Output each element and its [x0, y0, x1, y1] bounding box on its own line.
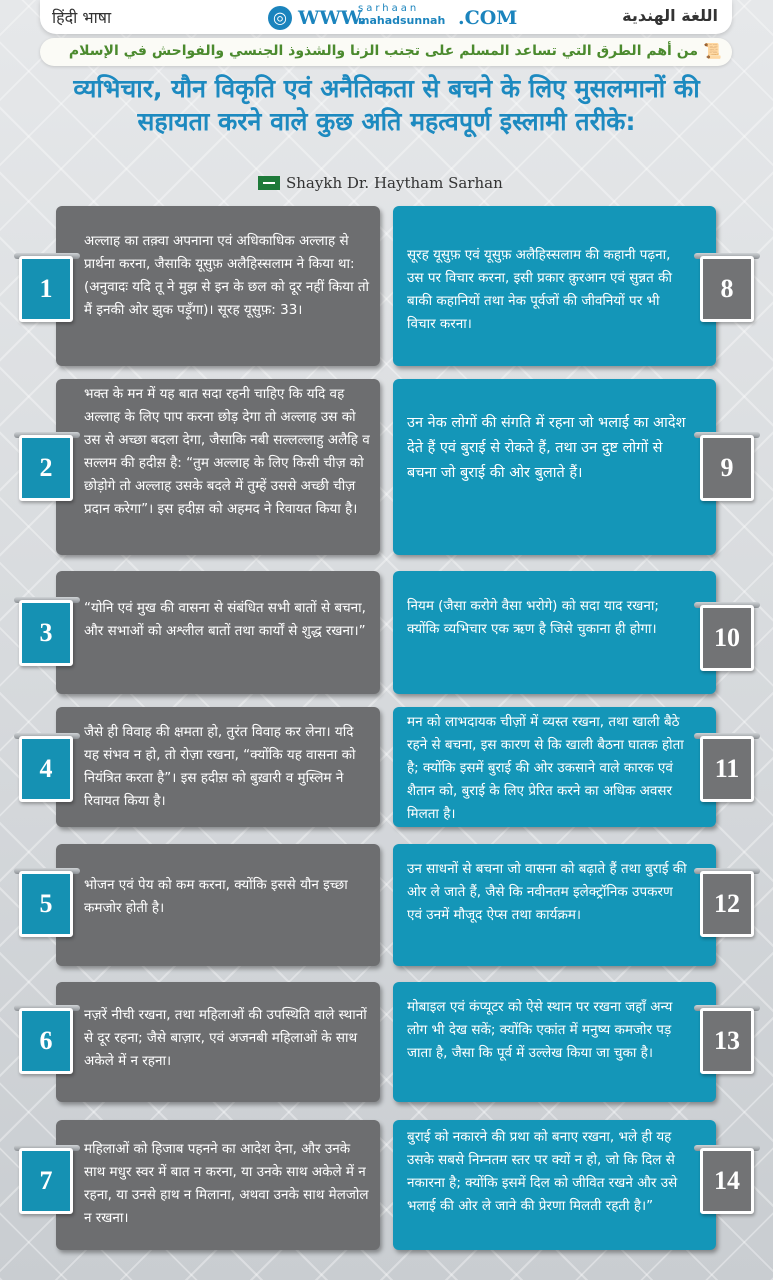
- list-item-10: [393, 571, 716, 694]
- list-item-5: [56, 844, 380, 966]
- item-text: बुराई को नकारने की प्रथा को बनाए रखना, भले ही यह उसके सबसे निम्नतम स्तर पर क्यों न हो, जो कि दिल से नकारना है; क्योंकि इसमें दिल को जीवित रखने और उसे भलाई की ओर ले जाने की प्रेरणा मिलती रहती है।”: [407, 1129, 678, 1214]
- website-logo[interactable]: [268, 4, 518, 32]
- item-text: भक्त के मन में यह बात सदा रहनी चाहिए कि यदि वह अल्लाह के लिए पाप करना छोड़ देगा तो अल्लाह उस को उस से अच्छा बदला देगा, जैसाकि नबी सल्लल्लाहु अलैहि व सल्लम की हदीस़ है: “तुम अल्लाह के लिए किसी चीज़ को छोड़ोगे तो अल्लाह उसके बदले में तुम्हें उससे अच्छी चीज़ प्रदान करेगा”। इस हदीस़ को अहमद ने रिवायत किया है।: [84, 386, 370, 517]
- item-text: भोजन एवं पेय को कम करना, क्योंकि इससे यौन इच्छा कमजोर होती है।: [84, 877, 348, 916]
- item-text: उन साधनों से बचना जो वासना को बढ़ाते हैं तथा बुराई की ओर ले जाते हैं, जैसे कि नवीनतम इलेक्ट्रॉनिक उपकरण एवं उनमें मौजूद ऐप्स तथा कार्यक्रम।: [407, 861, 687, 923]
- item-text: सूरह यूसुफ़ एवं यूसुफ़ अलैहिस्सलाम की कहानी पढ़ना, उस पर विचार करना, इसी प्रकार क़ुरआन एवं सुन्नत की बाकी कहानियों तथा नेक पूर्वजों की जीवनियों पर भी विचार करना।: [407, 247, 672, 332]
- list-item-7: [56, 1120, 380, 1250]
- item-text: जैसे ही विवाह की क्षमता हो, तुरंत विवाह कर लेना। यदि यह संभव न हो, तो रोज़ा रखना, “क्योंकि यह वासना को नियंत्रित करता है”। इस हदीस़ को बुख़ारी व मुस्लिम ने रिवायत किया है।: [84, 724, 356, 809]
- item-text: नज़रें नीची रखना, तथा महिलाओं की उपस्थिति वाले स्थानों से दूर रहना; जैसे बाज़ार, एवं अजनबी महिलाओं के साथ अकेले में न रहना।: [84, 1007, 367, 1069]
- number-tag-10: 10: [700, 605, 754, 671]
- number-tag-8: 8: [700, 256, 754, 322]
- number-tag-13: 13: [700, 1008, 754, 1074]
- arabic-language-label: اللغة الهندية: [622, 6, 718, 25]
- number-tag-11: 11: [700, 736, 754, 802]
- scroll-icon: 📜: [703, 42, 722, 60]
- number-tag-3: 3: [19, 600, 73, 666]
- author-name: Shaykh Dr. Haytham Sarhan: [286, 174, 503, 192]
- list-item-6: [56, 982, 380, 1102]
- list-item-8: [393, 206, 716, 366]
- number-tag-12: 12: [700, 871, 754, 937]
- item-text: उन नेक लोगों की संगति में रहना जो भलाई का आदेश देते हैं एवं बुराई से रोकते हैं, तथा उन दुष्ट लोगों से बचना जो बुराई की ओर बुलाते हैं।: [407, 415, 686, 481]
- list-item-13: [393, 982, 716, 1102]
- list-item-11: [393, 707, 716, 827]
- author-line: [258, 174, 503, 192]
- list-item-3: [56, 571, 380, 694]
- arabic-title: من أهم الطرق التي تساعد المسلم على تجنب الزنا والشذوذ الجنسي والفواحش في الإسلام: [68, 43, 698, 59]
- site-domain: mahadsunnah: [358, 14, 446, 27]
- number-tag-2: 2: [19, 435, 73, 501]
- item-text: महिलाओं को हिजाब पहनने का आदेश देना, और उनके साथ मधुर स्वर में बात न करना, या उनके साथ अकेले में न रहना, या उनसे हाथ न मिलाना, अथवा उनके साथ मेलजोल न रखना।: [84, 1141, 369, 1226]
- globe-icon: ◎: [268, 6, 292, 30]
- item-text: “योनि एवं मुख की वासना से संबंधित सभी बातों से बचना, और सभाओं को अश्लील बातों तथा कार्यों से शुद्ध रखना।”: [84, 600, 366, 639]
- number-tag-7: 7: [19, 1148, 73, 1214]
- item-text: मोबाइल एवं कंप्यूटर को ऐसे स्थान पर रखना जहाँ अन्य लोग भी देख सकें; क्योंकि एकांत में मनुष्य कमजोर पड़ जाता है, जैसा कि पूर्व में उल्लेख किया जा चुका है।: [407, 999, 673, 1061]
- site-com: .COM: [458, 7, 518, 29]
- number-tag-4: 4: [19, 736, 73, 802]
- list-item-9: [393, 379, 716, 555]
- site-www: WWW.: [298, 7, 366, 29]
- item-text: अल्लाह का तक़्वा अपनाना एवं अधिकाधिक अल्लाह से प्रार्थना करना, जैसाकि यूसुफ़ अलैहिस्सलाम ने किया था: (अनुवादः यदि तू ने मुझ से इन के छल को दूर नहीं किया तो मैं इनकी ओर झुक पड़ूँगा)। सूरह यूसुफ़: 33।: [84, 233, 370, 318]
- top-bar: [40, 0, 732, 34]
- number-tag-6: 6: [19, 1008, 73, 1074]
- arabic-title-bar: [40, 38, 732, 66]
- list-item-12: [393, 844, 716, 966]
- list-item-1: [56, 206, 380, 366]
- number-tag-9: 9: [700, 435, 754, 501]
- list-item-14: [393, 1120, 716, 1250]
- list-item-4: [56, 707, 380, 827]
- item-text: मन को लाभदायक चीज़ों में व्यस्त रखना, तथा खाली बैठे रहने से बचना, इस कारण से कि खाली बैठना घातक होता है; क्योंकि इसमें बुराई की ओर उकसाने वाले कारक एवं शैतान को, बुराई के लिए प्रेरित करने का अधिक अवसर मिलता है।: [407, 714, 684, 822]
- saudi-flag-icon: [258, 176, 280, 190]
- number-tag-5: 5: [19, 871, 73, 937]
- list-item-2: [56, 379, 380, 555]
- page-title: व्यभिचार, यौन विकृति एवं अनैतिकता से बचने के लिए मुसलमानों की सहायता करने वाले कुछ अति महत्वपूर्ण इस्लामी तरीके:: [73, 74, 700, 136]
- site-brand: sarhaan: [358, 3, 420, 14]
- item-text: नियम (जैसा करोगे वैसा भरोगे) को सदा याद रखना; क्योंकि व्यभिचार एक ऋण है जिसे चुकाना ही होगा।: [407, 598, 659, 637]
- number-tag-14: 14: [700, 1148, 754, 1214]
- number-tag-1: 1: [19, 256, 73, 322]
- hindi-language-label: हिंदी भाषा: [52, 8, 112, 27]
